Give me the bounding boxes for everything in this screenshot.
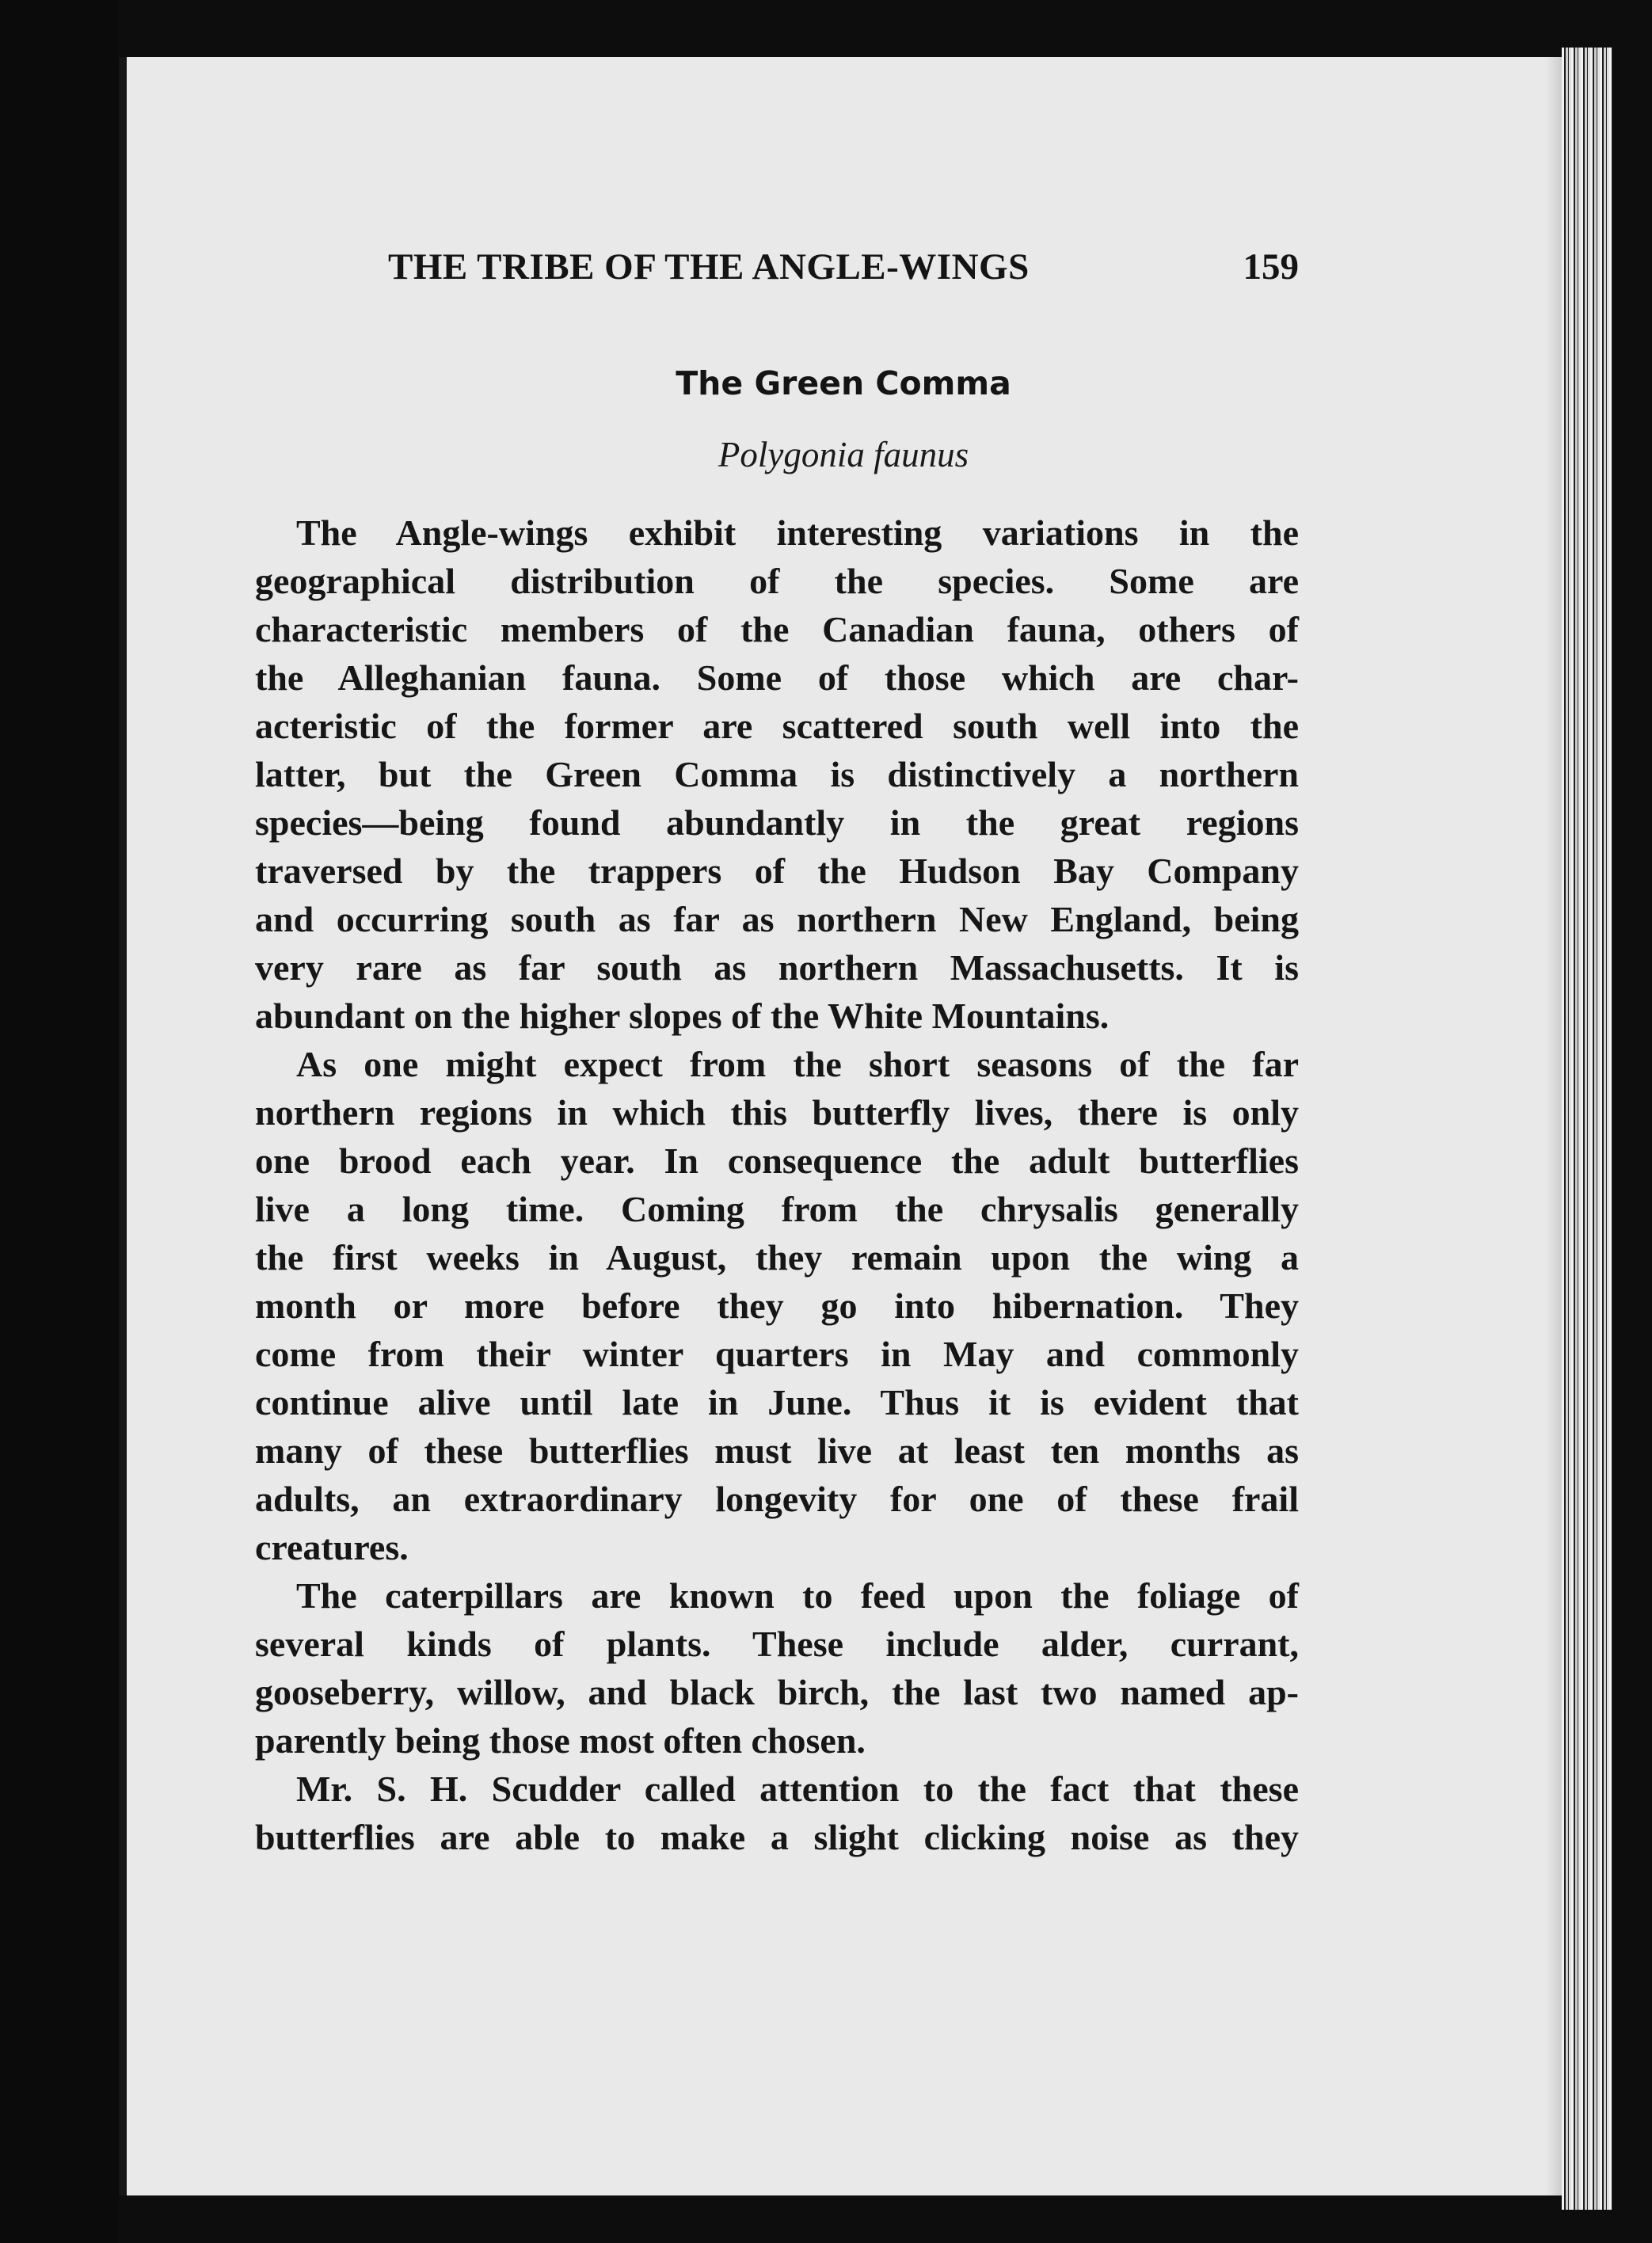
text-line: the Alleghanian fauna. Some of those which are char- [255,657,1299,698]
text-line: northern regions in which this butterfly lives, there is only [255,1092,1299,1133]
text-line: abundant on the higher slopes of the White Mountains. [255,996,1110,1036]
text-line: several kinds of plants. These include alder, currant, [255,1624,1299,1664]
running-header [388,246,1299,293]
text-line: parently being those most often chosen. [255,1720,866,1761]
text-line: Mr. S. H. Scudder called attention to the fact that these [296,1769,1299,1809]
text-line: live a long time. Coming from the chrysalis generally [255,1189,1299,1229]
text-line: adults, an extraordinary longevity for one of these frail [255,1479,1299,1519]
book-fore-edge [1562,48,1612,2210]
text-line: come from their winter quarters in May and commonly [255,1334,1299,1374]
text-line: creatures. [255,1527,409,1567]
text-line: traversed by the trappers of the Hudson Bay Company [255,851,1299,891]
section-title: The Green Comma [676,364,1011,402]
text-line: geographical distribution of the species. Some are [255,561,1299,601]
text-line: species—being found abundantly in the great regions [255,802,1299,843]
text-line: continue alive until late in June. Thus it is evident that [255,1382,1299,1422]
paragraph [255,508,1299,1040]
text-line: the first weeks in August, they remain upon the wing a [255,1237,1299,1278]
text-line: and occurring south as far as northern New England, being [255,899,1299,939]
text-line: many of these butterflies must live at least ten months as [255,1430,1299,1471]
book-gutter [0,0,119,2243]
body-text [255,508,1299,1861]
scientific-name: Polygonia faunus [718,435,969,474]
running-title: THE TRIBE OF THE ANGLE-WINGS [388,246,1030,288]
text-line: butterflies are able to make a slight clicking noise as they [255,1817,1299,1857]
page-number: 159 [1243,246,1299,288]
text-line: one brood each year. In consequence the adult butterflies [255,1141,1299,1181]
paragraph [255,1040,1299,1571]
text-line: characteristic members of the Canadian fauna, others of [255,609,1299,649]
text-line: The Angle-wings exhibit interesting variations in the [296,512,1299,553]
text-line: month or more before they go into hibernation. They [255,1285,1299,1326]
text-line: very rare as far south as northern Massachusetts. It is [255,947,1299,988]
paragraph [255,1571,1299,1765]
paragraph [255,1765,1299,1861]
text-line: The caterpillars are known to feed upon the foliage of [296,1575,1299,1616]
text-line: gooseberry, willow, and black birch, the last two named ap- [255,1672,1299,1712]
text-line: As one might expect from the short seasons of the far [296,1044,1299,1084]
text-line: acteristic of the former are scattered south well into the [255,706,1299,746]
text-line: latter, but the Green Comma is distinctively a northern [255,754,1299,794]
